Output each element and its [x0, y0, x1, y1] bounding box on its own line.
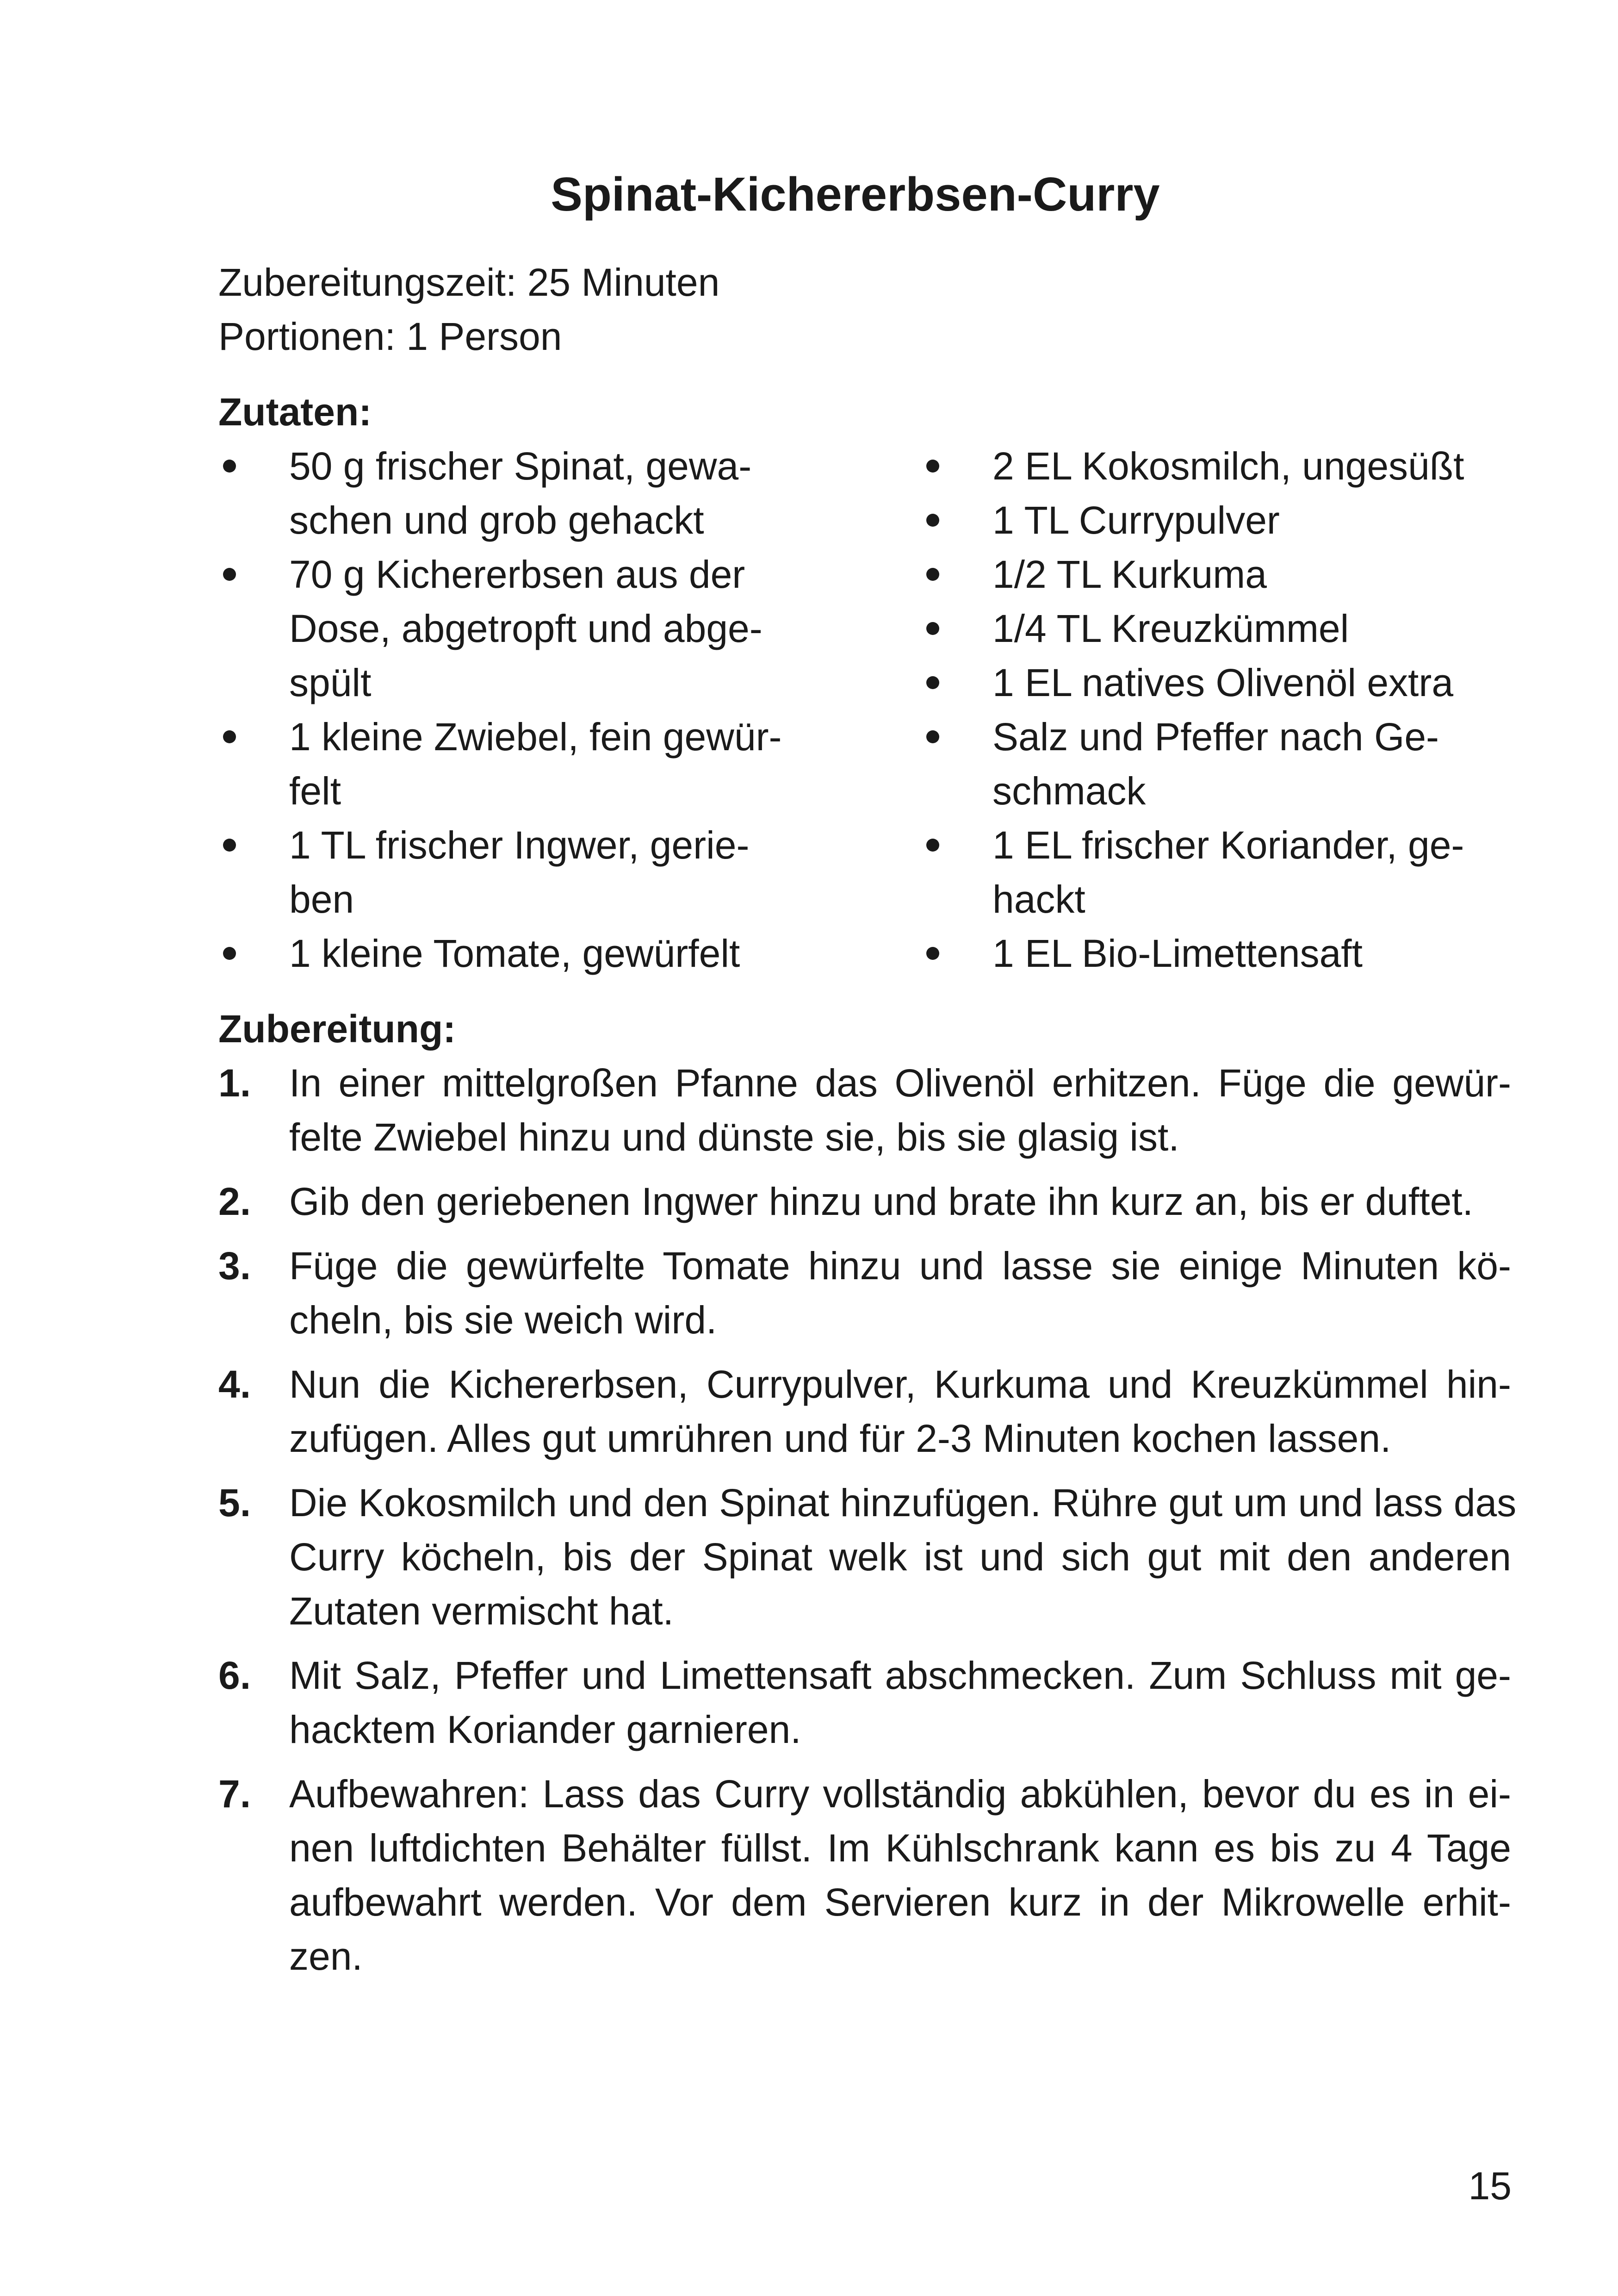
bullet-icon [926, 947, 939, 960]
ingredient-item [218, 927, 866, 981]
step-line: Die Kokosmilch und den Spinat hinzufügen. Rühre gut um und lass das [289, 1481, 1517, 1524]
prep-time: Zubereitungszeit: 25 Minuten [218, 261, 720, 304]
step-number: 4. [218, 1363, 251, 1406]
preparation-steps [218, 1056, 1517, 1994]
ingredient-line: 70 g Kichererbsen aus der [289, 553, 745, 596]
step-line: zufügen. Alles gut umrühren und für 2-3 Minuten kochen lassen. [289, 1417, 1391, 1460]
ingredients-list-right [922, 439, 1523, 981]
ingredient-line: 1 EL natives Olivenöl extra [992, 661, 1454, 704]
step-line: aufbewahrt werden. Vor dem Servieren kurz in der Mikrowelle erhit- [289, 1880, 1511, 1924]
step-line: Zutaten vermischt hat. [289, 1589, 674, 1633]
bullet-icon [926, 460, 939, 473]
step-line: hacktem Koriander garnieren. [289, 1708, 801, 1751]
step-number: 2. [218, 1180, 251, 1223]
step-line: Nun die Kichererbsen, Currypulver, Kurkuma und Kreuzkümmel hin- [289, 1363, 1511, 1406]
step-item [218, 1239, 1511, 1347]
ingredient-line: 1 EL Bio-Limettensaft [992, 932, 1363, 975]
bullet-icon [926, 568, 939, 581]
step-line: Gib den geriebenen Ingwer hinzu und brate ihn kurz an, bis er duftet. [289, 1180, 1473, 1223]
step-item [218, 1357, 1511, 1466]
step-item [218, 1476, 1517, 1638]
servings: Portionen: 1 Person [218, 315, 562, 358]
step-line: Mit Salz, Pfeffer und Limettensaft abschmecken. Zum Schluss mit ge- [289, 1654, 1511, 1697]
page-number: 15 [1468, 2164, 1512, 2208]
ingredients-heading: Zutaten: [218, 390, 372, 434]
ingredient-line: 1 kleine Tomate, gewürfelt [289, 932, 740, 975]
ingredient-item [218, 710, 866, 818]
bullet-icon [223, 730, 236, 743]
ingredient-item [922, 927, 1523, 981]
step-number: 6. [218, 1654, 251, 1697]
ingredient-line: 1/2 TL Kurkuma [992, 553, 1267, 596]
ingredient-line: 1/4 TL Kreuzkümmel [992, 607, 1349, 650]
ingredient-line: schmack [992, 769, 1146, 813]
bullet-icon [926, 622, 939, 635]
ingredient-item [922, 710, 1523, 818]
step-item [218, 1649, 1511, 1757]
ingredient-line: hackt [992, 877, 1085, 921]
ingredient-item [218, 818, 866, 927]
step-line: Curry köcheln, bis der Spinat welk ist und sich gut mit den anderen [289, 1535, 1511, 1579]
recipe-title: Spinat-Kichererbsen-Curry [551, 168, 1160, 221]
ingredient-line: spült [289, 661, 372, 704]
ingredient-line: Salz und Pfeffer nach Ge- [992, 715, 1439, 759]
step-number: 7. [218, 1772, 251, 1816]
bullet-icon [926, 730, 939, 743]
recipe-meta [218, 255, 719, 364]
ingredient-item [922, 602, 1523, 656]
step-item [218, 1767, 1511, 1984]
step-item [218, 1056, 1511, 1164]
ingredients-list-left [218, 439, 866, 981]
ingredient-line: 1 EL frischer Koriander, ge- [992, 823, 1464, 867]
step-line: nen luftdichten Behälter füllst. Im Kühlschrank kann es bis zu 4 Tage [289, 1826, 1511, 1870]
ingredient-line: ben [289, 877, 354, 921]
bullet-icon [223, 947, 236, 960]
step-line: cheln, bis sie weich wird. [289, 1298, 717, 1342]
step-line: zen. [289, 1935, 363, 1978]
step-line: Füge die gewürfelte Tomate hinzu und lasse sie einige Minuten kö- [289, 1244, 1511, 1288]
ingredient-line: 1 TL Currypulver [992, 498, 1280, 542]
ingredient-line: 1 kleine Zwiebel, fein gewür- [289, 715, 782, 759]
bullet-icon [223, 839, 236, 852]
ingredient-item [922, 818, 1523, 927]
ingredient-item [922, 548, 1523, 602]
bullet-icon [926, 676, 939, 689]
ingredient-line: 2 EL Kokosmilch, ungesüßt [992, 444, 1464, 488]
ingredient-item [218, 439, 866, 548]
bullet-icon [926, 839, 939, 852]
step-item [218, 1175, 1511, 1229]
ingredient-line: Dose, abgetropft und abge- [289, 607, 763, 650]
step-line: Aufbewahren: Lass das Curry vollständig abkühlen, bevor du es in ei- [289, 1772, 1511, 1816]
ingredient-line: felt [289, 769, 341, 813]
step-line: In einer mittelgroßen Pfanne das Olivenöl erhitzen. Füge die gewür- [289, 1061, 1511, 1105]
preparation-heading: Zubereitung: [218, 1007, 456, 1051]
ingredient-line: schen und grob gehackt [289, 498, 704, 542]
ingredient-item [922, 656, 1523, 710]
ingredient-item [922, 439, 1523, 493]
bullet-icon [223, 568, 236, 581]
bullet-icon [223, 460, 236, 473]
step-number: 5. [218, 1481, 251, 1524]
step-number: 1. [218, 1061, 251, 1105]
bullet-icon [926, 514, 939, 527]
ingredient-item [218, 548, 866, 710]
ingredient-line: 50 g frischer Spinat, gewa- [289, 444, 752, 488]
step-number: 3. [218, 1244, 251, 1288]
ingredient-item [922, 493, 1523, 548]
ingredient-line: 1 TL frischer Ingwer, gerie- [289, 823, 750, 867]
step-line: felte Zwiebel hinzu und dünste sie, bis sie glasig ist. [289, 1115, 1179, 1159]
